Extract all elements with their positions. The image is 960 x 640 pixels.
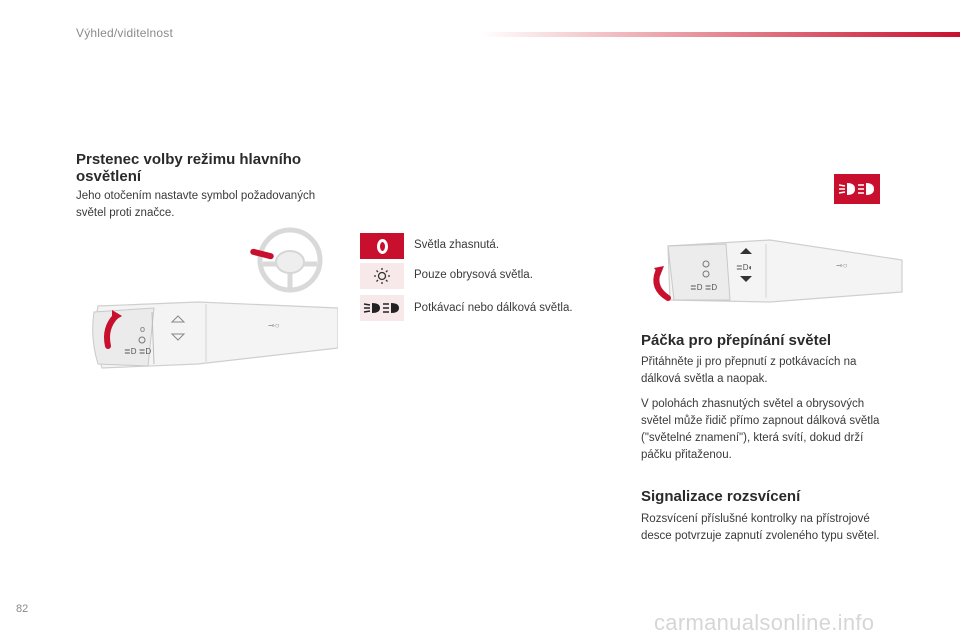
dipped-main-symbol — [360, 295, 404, 321]
switch-p2-line2: světel může řidič přímo zapnout dálková světla — [641, 415, 880, 427]
switch-stalk-illustration — [640, 236, 904, 306]
switch-p1-line2: dálková světla a naopak. — [641, 373, 768, 385]
switch-p1-line1: Přitáhněte ji pro přepnutí z potkávacích na — [641, 356, 857, 368]
signal-line1: Rozsvícení příslušné kontrolky na přístrojové — [641, 513, 870, 525]
signal-paragraph — [641, 511, 879, 545]
svg-text:≣D◐: ≣D◐ — [736, 263, 754, 272]
legend-label-sidelights: Pouze obrysová světla. — [414, 269, 533, 281]
legend-label-beams: Potkávací nebo dálková světla. — [414, 302, 573, 314]
sidelights-symbol — [360, 263, 404, 289]
switch-p2-line1: V polohách zhasnutých světel a obrysových — [641, 398, 865, 410]
signal-title: Signalizace rozsvícení — [641, 488, 801, 505]
ring-title-line2: osvětlení — [76, 168, 142, 185]
zero-o-icon — [377, 239, 388, 254]
switch-paragraph-1 — [641, 354, 856, 388]
dipped-main-beam-icon — [363, 301, 401, 315]
sidelight-sun-icon — [372, 267, 392, 285]
ring-title — [76, 151, 301, 185]
switch-paragraph-2 — [641, 396, 879, 464]
ring-description — [76, 188, 315, 222]
header-accent-line — [480, 32, 960, 37]
ring-desc-line2: světel proti značce. — [76, 207, 175, 219]
ring-stalk-illustration — [88, 298, 338, 372]
headlamp-beams-icon — [838, 181, 876, 197]
svg-text:≣D ≣D: ≣D ≣D — [124, 347, 152, 356]
steering-wheel-illustration — [245, 224, 325, 294]
headlamp-indicator-box — [834, 174, 880, 204]
switch-p2-line3: ("světelné znamení"), která svítí, dokud drží — [641, 432, 864, 444]
svg-text:⊸○: ⊸○ — [836, 261, 848, 270]
lights-off-symbol — [360, 233, 404, 259]
svg-text:≣D ≣D: ≣D ≣D — [690, 283, 718, 292]
ring-title-line1: Prstenec volby režimu hlavního — [76, 151, 302, 168]
svg-text:⊸○: ⊸○ — [268, 321, 280, 330]
switch-p2-line4: páčku přitaženou. — [641, 449, 732, 461]
svg-text:o: o — [140, 324, 146, 334]
watermark: carmanualsonline.info — [654, 610, 875, 635]
section-header: Výhled/viditelnost — [76, 26, 173, 40]
page-number: 82 — [16, 603, 29, 615]
signal-line2: desce potvrzuje zapnutí zvoleného typu světel. — [641, 530, 880, 542]
switch-title: Páčka pro přepínání světel — [641, 332, 832, 349]
ring-desc-line1: Jeho otočením nastavte symbol požadovaných — [76, 190, 316, 202]
legend-label-off: Světla zhasnutá. — [414, 239, 500, 251]
